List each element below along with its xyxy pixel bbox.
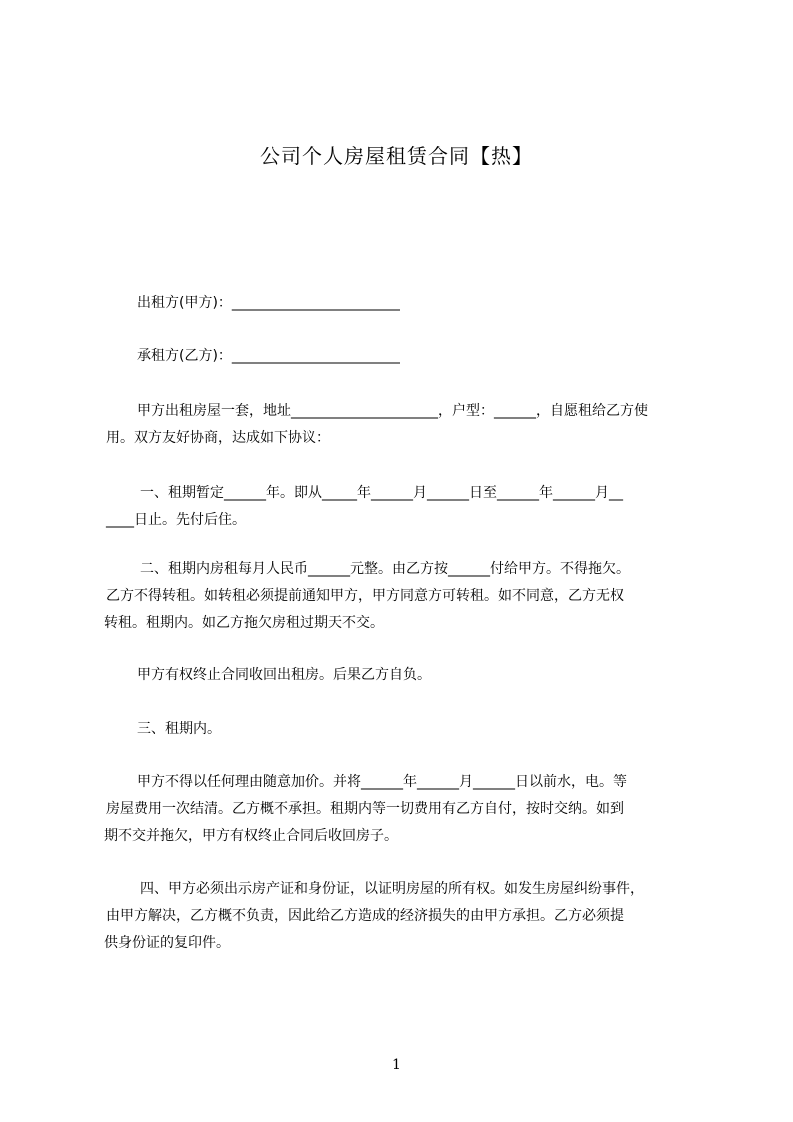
clause-2-line: 乙方不得转租。如转租必须提前通知甲方，甲方同意方可转租。如不同意，乙方无权 (106, 588, 624, 604)
clause-3-line: 期不交并拖欠，甲方有权终止合同后收回房子。 (104, 828, 398, 844)
clause-3-line: 房屋费用一次结清。乙方概不承担。租期内等一切费用有乙方自付，按时交纳。如到 (106, 801, 624, 817)
clause-4-line: 由甲方解决，乙方概不负责，因此给乙方造成的经济损失的由甲方承担。乙方必须提 (106, 908, 624, 924)
clause-4-line: 四、甲方必须出示房产证和身份证，以证明房屋的所有权。如发生房屋纠纷事件， (140, 881, 644, 897)
clause-1-line: ____日止。先付后住。 (106, 512, 246, 528)
lessor-line: 出租方(甲方)：________________________ (137, 295, 400, 311)
clause-4-line: 供身份证的复印件。 (104, 935, 230, 951)
clause-2-line: 二、租期内房租每月人民币______元整。由乙方按______付给甲方。不得拖欠。 (140, 561, 630, 577)
paragraph-line: 用。双方友好协商，达成如下协议： (106, 430, 330, 446)
clause-3-heading: 三、租期内。 (137, 721, 221, 737)
clause-3-line: 甲方不得以任何理由随意加价。并将______年______月______日以前水，电。等 (137, 774, 627, 790)
paragraph-line: 甲方出租房屋一套，地址_____________________，户型：______，自愿租给乙方使 (137, 403, 648, 419)
clause-2-line: 转租。租期内。如乙方拖欠房租过期天不交。 (104, 615, 384, 631)
page-number: 1 (392, 1057, 401, 1073)
document-title: 公司个人房屋租赁合同【热】 (260, 144, 533, 168)
clause-1-line: 一、租期暂定______年。即从_____年______月______日至______年______月__ (140, 485, 623, 501)
lessee-line: 承租方(乙方)：________________________ (137, 348, 400, 364)
termination-line: 甲方有权终止合同收回出租房。后果乙方自负。 (137, 667, 431, 683)
